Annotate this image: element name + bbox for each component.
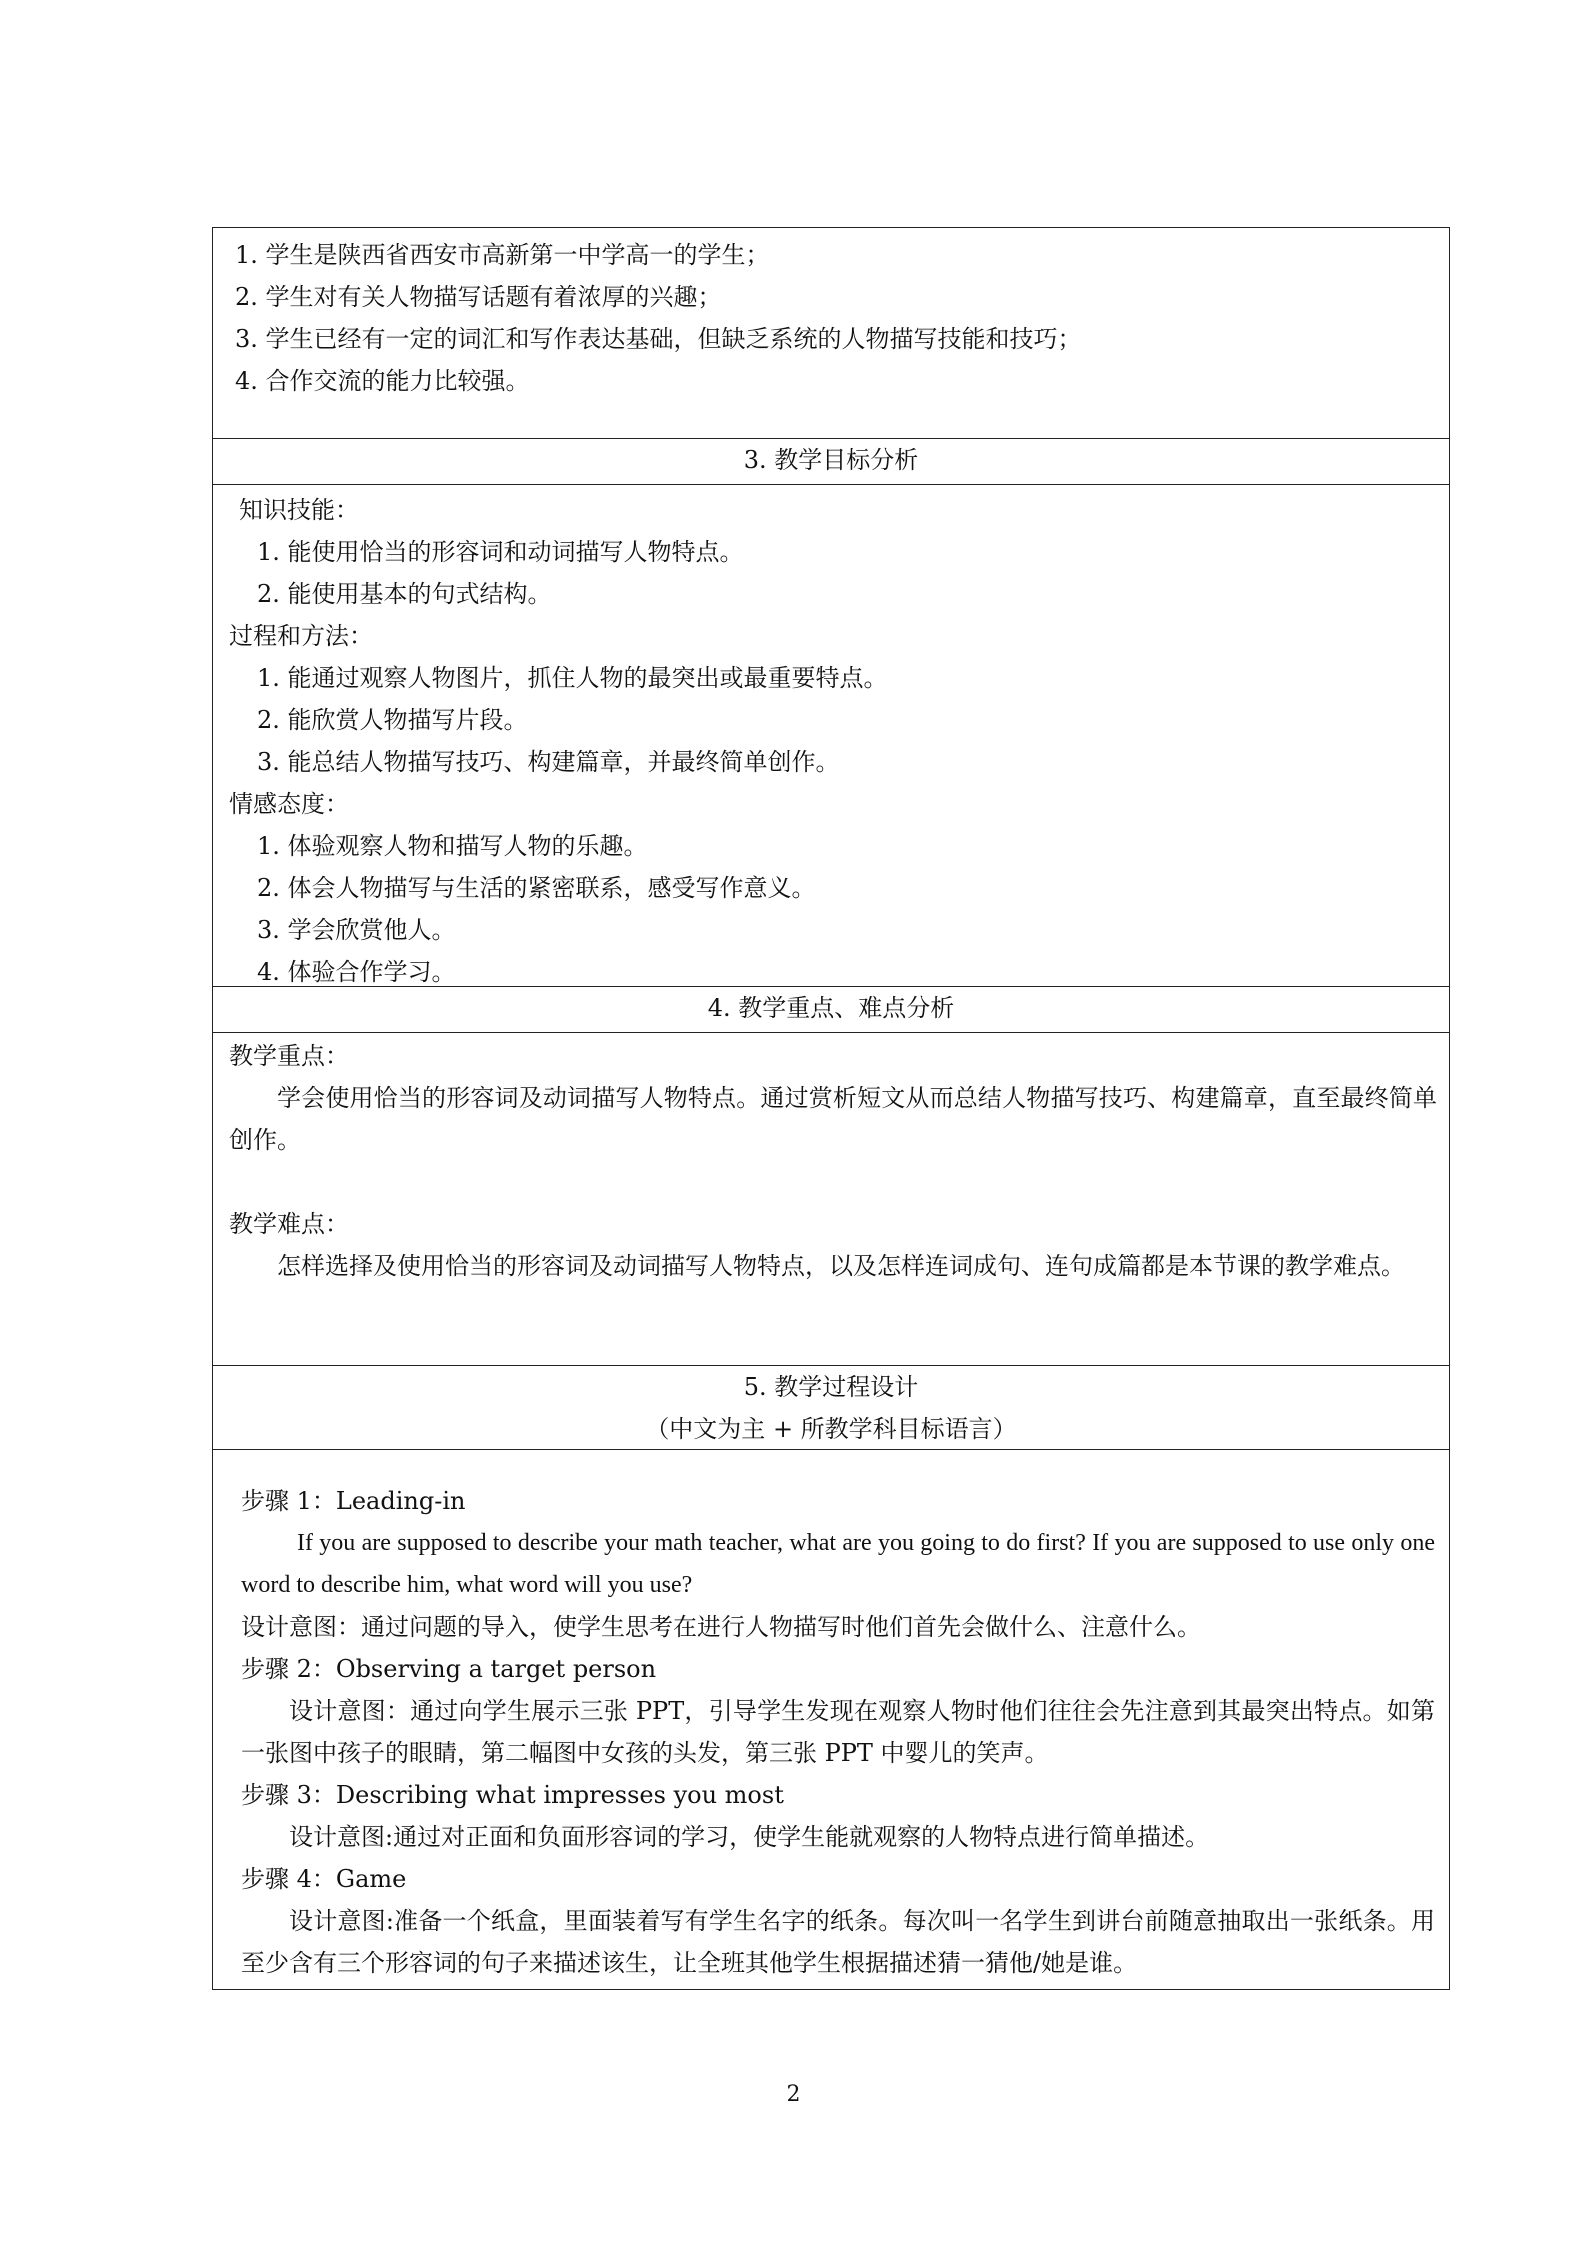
key-points-cell xyxy=(213,1032,1449,1365)
step-1-title: 步骤 1：Leading-in xyxy=(241,1487,466,1515)
emotion-item-3: 3. 学会欣赏他人。 xyxy=(257,916,456,944)
process-label: 过程和方法： xyxy=(229,622,373,650)
knowledge-label: 知识技能： xyxy=(239,496,359,524)
process-cell xyxy=(213,1449,1449,1989)
process-header xyxy=(213,1365,1449,1449)
page-number: 2 xyxy=(786,2082,801,2107)
goals-header: 3. 教学目标分析 xyxy=(213,438,1449,484)
step-2-title: 步骤 2：Observing a target person xyxy=(241,1655,657,1683)
step-3-intent: 设计意图:通过对正面和负面形容词的学习，使学生能就观察的人物特点进行简单描述。 xyxy=(289,1823,1210,1851)
step-1-intent: 设计意图：通过问题的导入，使学生思考在进行人物描写时他们首先会做什么、注意什么。 xyxy=(241,1613,1201,1641)
process-header-line-2: （中文为主 + 所教学科目标语言） xyxy=(645,1415,1017,1443)
knowledge-item-2: 2. 能使用基本的句式结构。 xyxy=(257,580,552,608)
difficulty-label: 教学难点： xyxy=(229,1210,349,1238)
student-analysis-item-3: 3. 学生已经有一定的词汇和写作表达基础，但缺乏系统的人物描写技能和技巧； xyxy=(235,325,1082,353)
student-analysis-item-2: 2. 学生对有关人物描写话题有着浓厚的兴趣； xyxy=(235,283,722,311)
knowledge-item-1: 1. 能使用恰当的形容词和动词描写人物特点。 xyxy=(257,538,744,566)
process-header-line-1: 5. 教学过程设计 xyxy=(743,1373,919,1401)
spacer xyxy=(229,1161,1437,1203)
step-4-intent: 设计意图:准备一个纸盒，里面装着写有学生名字的纸条。每次叫一名学生到讲台前随意抽取出一张纸条。用至少含有三个形容词的句子来描述该生，让全班其他学生根据描述猜一猜他/她是谁。 xyxy=(241,1907,1435,1977)
step-1-text: If you are supposed to describe your math teacher, what are you going to do first? If you are supposed to use only one word to describe him, what word will you use? xyxy=(241,1530,1435,1598)
focus-text: 学会使用恰当的形容词及动词描写人物特点。通过赏析短文从而总结人物描写技巧、构建篇章，直至最终简单创作。 xyxy=(229,1084,1437,1154)
emotion-item-4: 4. 体验合作学习。 xyxy=(257,958,456,986)
process-item-2: 2. 能欣赏人物描写片段。 xyxy=(257,706,528,734)
difficulty-text: 怎样选择及使用恰当的形容词及动词描写人物特点，以及怎样连词成句、连句成篇都是本节课的教学难点。 xyxy=(277,1252,1405,1280)
emotion-item-2: 2. 体会人物描写与生活的紧密联系，感受写作意义。 xyxy=(257,874,816,902)
lesson-plan-table xyxy=(212,227,1450,1990)
emotion-item-1: 1. 体验观察人物和描写人物的乐趣。 xyxy=(257,832,648,860)
step-3-title: 步骤 3：Describing what impresses you most xyxy=(241,1781,784,1809)
emotion-label: 情感态度： xyxy=(229,790,349,818)
process-item-3: 3. 能总结人物描写技巧、构建篇章，并最终简单创作。 xyxy=(257,748,840,776)
step-2-intent: 设计意图：通过向学生展示三张 PPT，引导学生发现在观察人物时他们往往会先注意到其最突出特点。如第一张图中孩子的眼睛，第二幅图中女孩的头发，第三张 PPT 中婴儿的笑声。 xyxy=(241,1697,1435,1767)
student-analysis-item-1: 1. 学生是陕西省西安市高新第一中学高一的学生； xyxy=(235,241,770,269)
student-analysis-cell xyxy=(213,228,1449,438)
goals-cell xyxy=(213,484,1449,986)
focus-label: 教学重点： xyxy=(229,1042,349,1070)
process-item-1: 1. 能通过观察人物图片，抓住人物的最突出或最重要特点。 xyxy=(257,664,888,692)
student-analysis-item-4: 4. 合作交流的能力比较强。 xyxy=(235,367,530,395)
key-points-header: 4. 教学重点、难点分析 xyxy=(213,986,1449,1032)
step-4-title: 步骤 4：Game xyxy=(241,1865,407,1893)
